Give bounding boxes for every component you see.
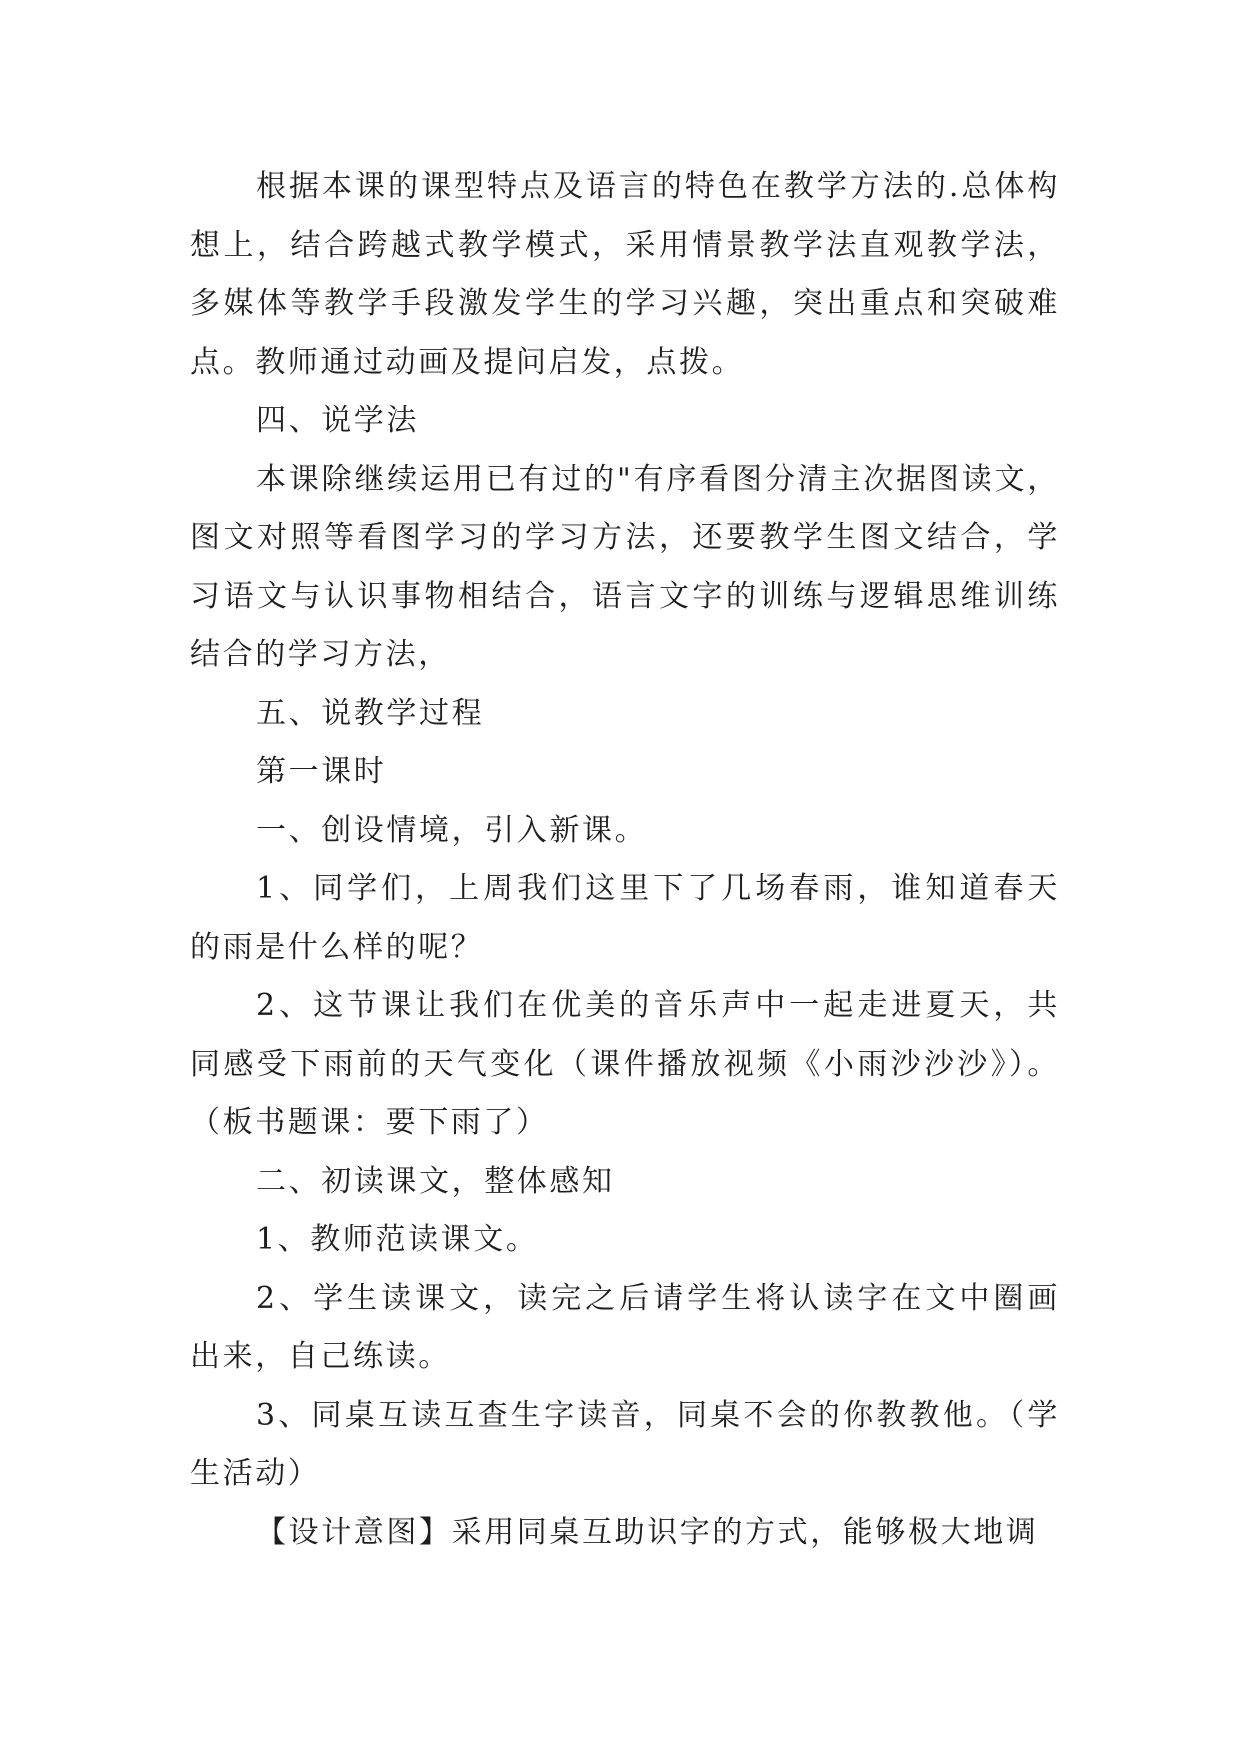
paragraph-design-intent: 【设计意图】采用同桌互助识字的方式，能够极大地调 [256,1514,1039,1550]
heading-first-lesson: 第一课时 [256,754,387,789]
heading-teaching-process: 五、说教学过程 [256,695,485,731]
paragraph-step-2: 2、这节课让我们在优美的音乐声中一起走进夏天，共同感受下雨前的天气变化（课件播放视频《小雨沙沙沙》）。（板书题课：要下雨了） [190,988,1060,1140]
heading-study-method: 四、说学法 [256,403,419,438]
paragraph-teaching-method: 根据本课的课型特点及语言的特色在教学方法的.总体构想上，结合跨越式教学模式，采用情景教学法直观教学法，多媒体等教学手段激发学生的学习兴趣，突出重点和突破难点。教师通过动画及提问启发，点拨。 [190,169,1060,380]
document-page [190,158,1060,1562]
paragraph-reading-step-2: 2、学生读课文，读完之后请学生将认读字在文中圈画出来，自己练读。 [190,1280,1060,1374]
paragraph-reading-step-3: 3、同桌互读互查生字读音，同桌不会的你教教他。（学生活动） [190,1397,1060,1491]
heading-create-situation: 一、创设情境，引入新课。 [256,812,648,848]
paragraph-step-1: 1、同学们，上周我们这里下了几场春雨，谁知道春天的雨是什么样的呢？ [190,871,1060,965]
paragraph-study-method: 本课除继续运用已有过的"有序看图分清主次据图读文，图文对照等看图学习的学习方法，还要教学生图文结合，学习语文与认识事物相结合，语言文字的训练与逻辑思维训练结合的学习方法， [190,461,1060,672]
heading-first-reading: 二、初读课文，整体感知 [256,1163,615,1199]
paragraph-reading-step-1: 1、教师范读课文。 [256,1222,539,1257]
